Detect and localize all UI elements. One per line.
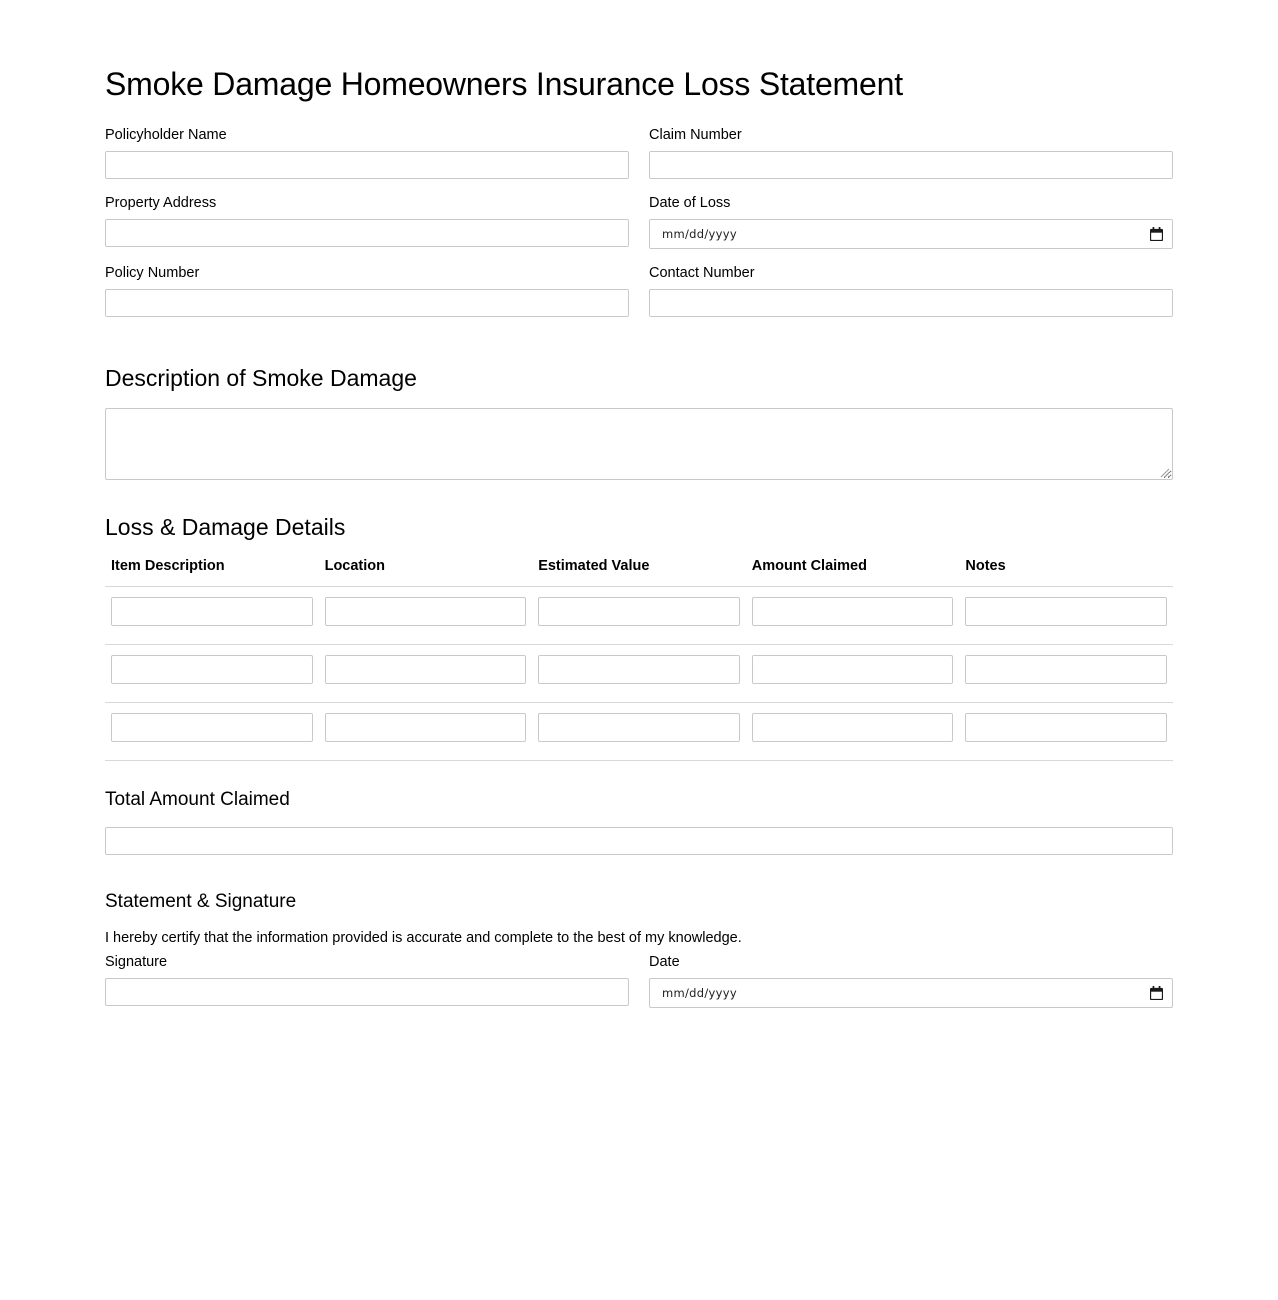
cell-notes <box>959 644 1173 702</box>
field-contact-number <box>649 263 1173 317</box>
notes-input-3[interactable] <box>965 713 1167 742</box>
damage-table-head <box>105 558 1173 587</box>
statement-signature-section <box>105 891 1173 1022</box>
statement-heading: Statement & Signature <box>105 890 297 912</box>
field-policy-number <box>105 263 629 317</box>
field-policyholder-name <box>105 125 629 179</box>
cell-amount-claimed <box>746 644 960 702</box>
signature-date-input[interactable] <box>649 978 1173 1008</box>
description-section <box>105 365 1173 481</box>
cell-location <box>319 586 533 644</box>
policyholder-name-label: Policyholder Name <box>105 126 227 143</box>
table-row <box>105 702 1173 760</box>
calendar-icon[interactable] <box>1150 227 1163 241</box>
damage-details-heading: Loss & Damage Details <box>105 514 346 541</box>
total-amount-label: Total Amount Claimed <box>105 788 290 810</box>
notes-input-1[interactable] <box>965 597 1167 626</box>
location-input-3[interactable] <box>325 713 527 742</box>
column-header-item-description: Item Description <box>105 558 319 587</box>
claim-info-fields <box>105 125 1173 331</box>
damage-table <box>105 558 1173 761</box>
table-row <box>105 644 1173 702</box>
contact-number-label: Contact Number <box>649 264 755 281</box>
notes-input-2[interactable] <box>965 655 1167 684</box>
property-address-input[interactable] <box>105 219 629 247</box>
location-input-2[interactable] <box>325 655 527 684</box>
item-description-input-1[interactable] <box>111 597 313 626</box>
claim-number-input[interactable] <box>649 151 1173 179</box>
field-signature <box>105 952 629 1008</box>
cell-location <box>319 702 533 760</box>
signature-input[interactable] <box>105 978 629 1006</box>
description-textarea-wrap <box>105 408 1173 480</box>
cell-item-description <box>105 586 319 644</box>
estimated-value-input-1[interactable] <box>538 597 740 626</box>
date-of-loss-placeholder: mm/dd/yyyy <box>662 226 737 241</box>
estimated-value-input-2[interactable] <box>538 655 740 684</box>
cell-amount-claimed <box>746 702 960 760</box>
contact-number-input[interactable] <box>649 289 1173 317</box>
column-header-amount-claimed: Amount Claimed <box>746 558 960 587</box>
date-of-loss-label: Date of Loss <box>649 194 731 211</box>
location-input-1[interactable] <box>325 597 527 626</box>
cell-amount-claimed <box>746 586 960 644</box>
damage-table-body <box>105 586 1173 760</box>
field-claim-number <box>649 125 1173 179</box>
claim-number-label: Claim Number <box>649 126 742 143</box>
amount-claimed-input-2[interactable] <box>752 655 954 684</box>
certification-text: I hereby certify that the information provided is accurate and complete to the best of my knowledge. <box>105 929 742 946</box>
signature-date-placeholder: mm/dd/yyyy <box>662 985 737 1000</box>
description-textarea[interactable] <box>105 408 1173 480</box>
total-amount-input[interactable] <box>105 827 1173 855</box>
damage-details-section <box>105 514 1173 761</box>
cell-item-description <box>105 702 319 760</box>
item-description-input-3[interactable] <box>111 713 313 742</box>
policy-number-input[interactable] <box>105 289 629 317</box>
cell-location <box>319 644 533 702</box>
date-of-loss-input[interactable] <box>649 219 1173 249</box>
table-row <box>105 586 1173 644</box>
form-page <box>105 0 1173 1212</box>
cell-estimated-value <box>532 644 746 702</box>
estimated-value-input-3[interactable] <box>538 713 740 742</box>
column-header-estimated-value: Estimated Value <box>532 558 746 587</box>
amount-claimed-input-1[interactable] <box>752 597 954 626</box>
policyholder-name-input[interactable] <box>105 151 629 179</box>
cell-item-description <box>105 644 319 702</box>
field-property-address <box>105 193 629 249</box>
cell-notes <box>959 702 1173 760</box>
signature-date-label: Date <box>649 953 680 970</box>
page-title: Smoke Damage Homeowners Insurance Loss Statement <box>105 66 903 102</box>
signature-label: Signature <box>105 953 168 970</box>
signature-grid <box>105 952 1173 1022</box>
amount-claimed-input-3[interactable] <box>752 713 954 742</box>
field-date-of-loss <box>649 193 1173 249</box>
total-amount-section <box>105 789 1173 855</box>
cell-notes <box>959 586 1173 644</box>
description-heading: Description of Smoke Damage <box>105 364 417 391</box>
cell-estimated-value <box>532 586 746 644</box>
table-header-row <box>105 558 1173 587</box>
policy-number-label: Policy Number <box>105 264 200 281</box>
bottom-spacer <box>105 1022 1173 1212</box>
field-signature-date <box>649 952 1173 1008</box>
cell-estimated-value <box>532 702 746 760</box>
property-address-label: Property Address <box>105 194 217 211</box>
item-description-input-2[interactable] <box>111 655 313 684</box>
calendar-icon[interactable] <box>1150 986 1163 1000</box>
column-header-location: Location <box>319 558 533 587</box>
column-header-notes: Notes <box>959 558 1173 587</box>
